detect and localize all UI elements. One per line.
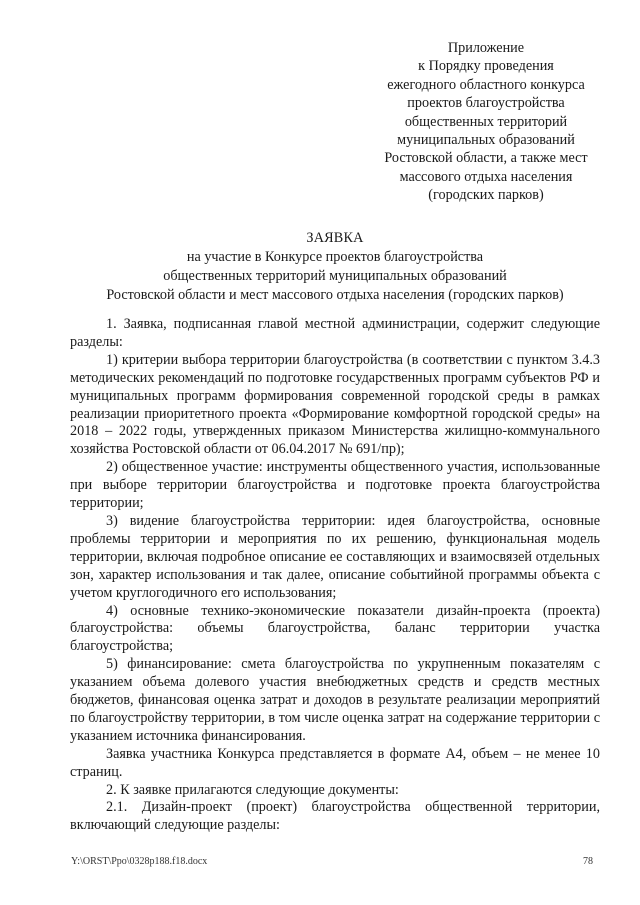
body-paragraph: 2) общественное участие: инструменты общественного участия, использованные при выборе территории благоустройства и подготовке проекта благоустройства территории;: [70, 459, 600, 512]
body-paragraph: 2.1. Дизайн-проект (проект) благоустройства общественной территории, включающий следующие разделы:: [70, 799, 600, 834]
document-body: [70, 316, 600, 835]
title-subtitle-line: на участие в Конкурсе проектов благоустройства: [186, 249, 484, 265]
body-paragraph: 1) критерии выбора территории благоустройства (в соответствии с пунктом 3.4.3 методических рекомендаций по подготовке государственных программ субъектов РФ и муниципальных программ формирования современной городской среды в рамках реализации приоритетного проекта «Формирование комфортной городской среды» на 2018 – 2022 годы, утвержденных приказом Министерства жилищно-коммунального хозяйства Ростовской области от 06.04.2017 № 691/пр);: [70, 351, 600, 458]
body-paragraph: 5) финансирование: смета благоустройства по укрупненным показателям с указанием объема долевого участия внебюджетных средств и средств местных бюджетов, финансовая оценка затрат и доходов в результате реализации мероприятий по благоустройству территории, в том числе оценка затрат на содержание территории с указанием источника финансирования.: [70, 656, 600, 744]
body-paragraph: 1. Заявка, подписанная главой местной администрации, содержит следующие разделы:: [70, 316, 600, 350]
appendix-line: ежегодного областного конкурса: [387, 76, 585, 93]
document-title: [60, 229, 610, 305]
appendix-line: к Порядку проведения: [418, 58, 554, 75]
title-subtitle-line: общественных территорий муниципальных образований: [163, 268, 507, 284]
appendix-line: Приложение: [447, 40, 525, 56]
appendix-line: (городских парков): [428, 187, 544, 204]
appendix-line: общественных территорий: [404, 113, 568, 130]
appendix-line: проектов благоустройства: [407, 95, 565, 112]
title-subtitle-line: Ростовской области и мест массового отдыха населения (городских парков): [106, 287, 564, 303]
footer-page-number: 78: [583, 856, 593, 867]
appendix-line: массового отдыха населения: [399, 168, 573, 185]
body-paragraph: 4) основные технико-экономические показатели дизайн-проекта (проекта) благоустройства: объемы благоустройства, баланс территории участка благоустройства;: [70, 602, 600, 655]
body-paragraph: 3) видение благоустройства территории: идея благоустройства, основные проблемы территории и мероприятия по их решению, функциональная модель территории, включая подробное описание ее составляющих и взаимосвязей отдельных зон, характер использования и так далее, описание событийной программы объекта с учетом круглогодичного его использования;: [70, 512, 600, 601]
appendix-header: [360, 39, 612, 205]
appendix-line: Ростовской области, а также мест: [384, 150, 588, 167]
footer-file-path: Y:\ORST\Ppo\0328p188.f18.docx: [71, 856, 208, 867]
page-footer: [0, 856, 640, 870]
body-paragraph: Заявка участника Конкурса представляется в формате А4, объем – не менее 10 страниц.: [70, 745, 600, 780]
appendix-line: муниципальных образований: [397, 132, 575, 149]
body-paragraph: 2. К заявке прилагаются следующие документы:: [106, 781, 399, 798]
title-heading: ЗАЯВКА: [306, 230, 364, 246]
